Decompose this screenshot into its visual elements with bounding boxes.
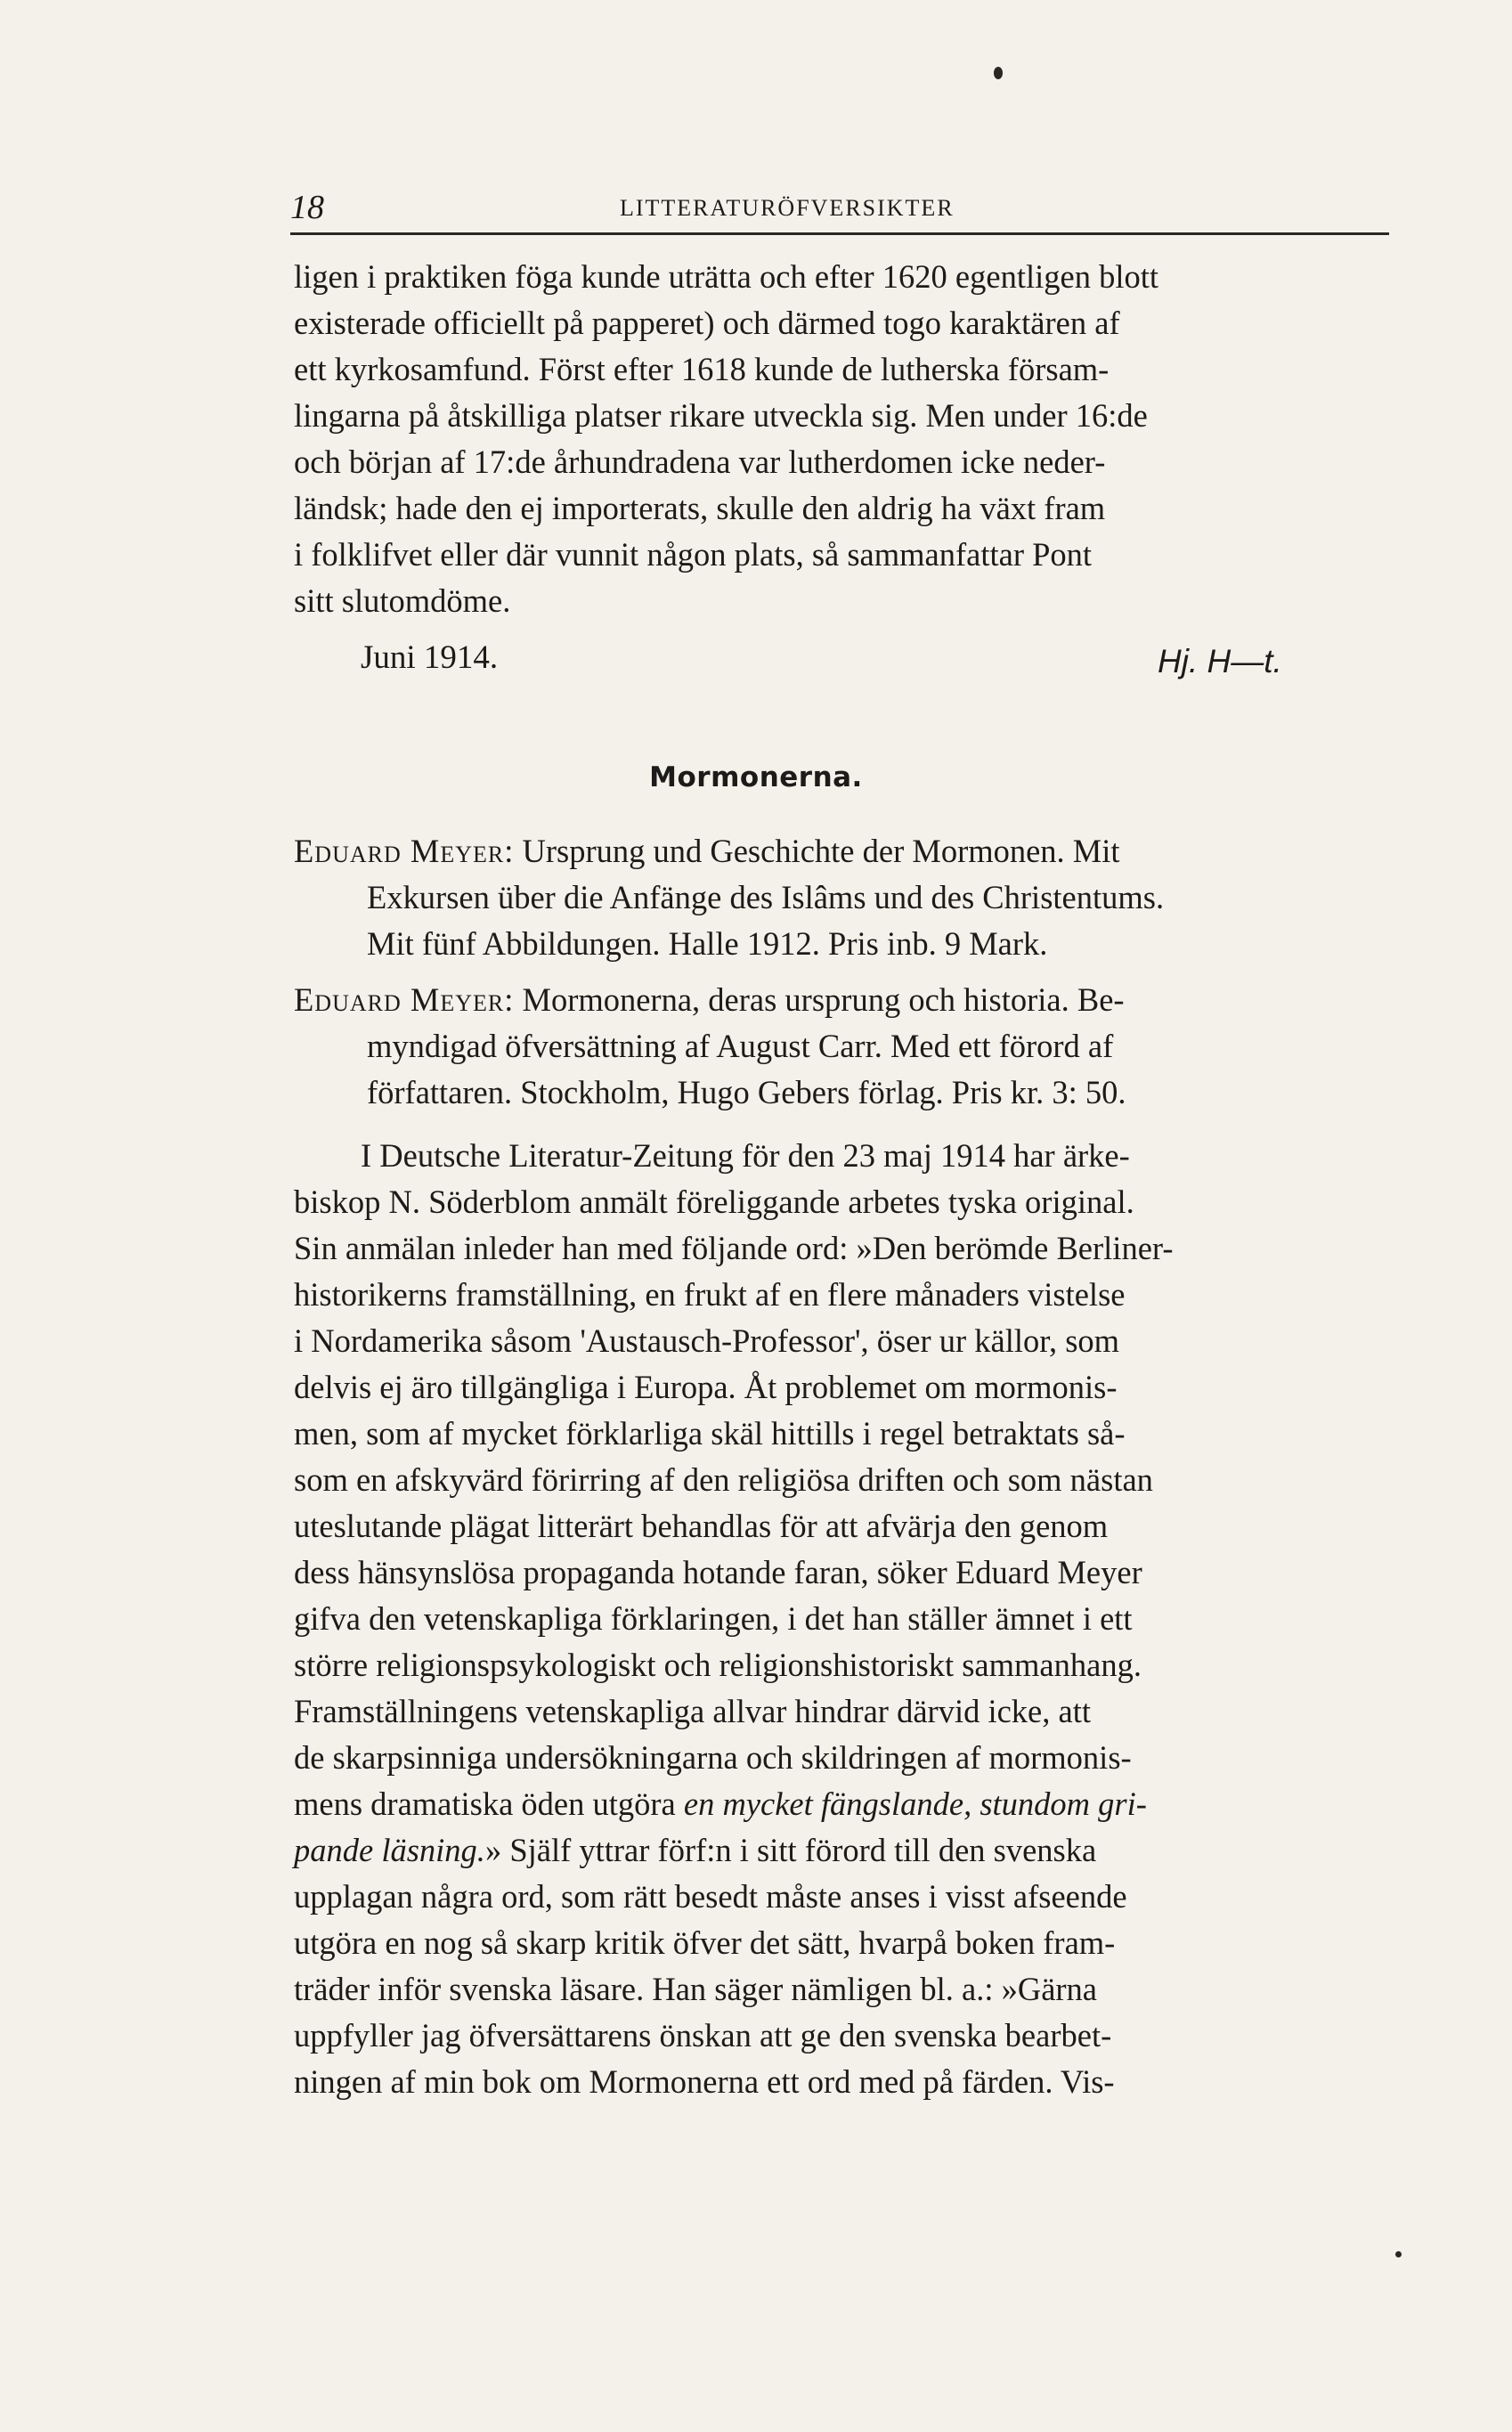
text-line xyxy=(294,1827,1376,1874)
bib-line: Mit fünf Abbildungen. Halle 1912. Pris inb. 9 Mark. xyxy=(367,925,1048,962)
bib-text: Mormonerna, deras ursprung och historia. Be- xyxy=(522,981,1125,1018)
text-line: Framställningens vetenskapliga allvar hindrar därvid icke, att xyxy=(294,1693,1091,1729)
text-line: ländsk; hade den ej importerats, skulle den aldrig ha växt fram xyxy=(294,490,1106,526)
text-line: men, som af mycket förklarliga skäl hittills i regel betraktats så- xyxy=(294,1415,1126,1452)
text-line: i folklifvet eller där vunnit någon plats, så sammanfattar Pont xyxy=(294,536,1093,573)
bibliography-entry xyxy=(294,977,1376,1116)
bib-author: Eduard Meyer: xyxy=(294,981,515,1018)
continued-paragraph xyxy=(294,254,1376,624)
bib-line: myndigad öfversättning af August Carr. Med ett förord af xyxy=(367,1028,1114,1064)
text-line: träder inför svenska läsare. Han säger nämligen bl. a.: »Gärna xyxy=(294,1971,1098,2007)
text-line: som en afskyvärd förirring af den religiösa driften och som nästan xyxy=(294,1461,1153,1498)
date-line: Juni 1914. xyxy=(361,639,499,676)
text-line: delvis ej äro tillgängliga i Europa. Åt problemet om mormonis- xyxy=(294,1369,1118,1405)
bib-first-line xyxy=(294,828,1376,874)
text-line: I Deutsche Literatur-Zeitung för den 23 maj 1914 har ärke- xyxy=(361,1137,1130,1174)
text-line: utgöra en nog så skarp kritik öfver det sätt, hvarpå boken fram- xyxy=(294,1924,1116,1961)
text-line: upplagan några ord, som rätt besedt måste anses i visst afseende xyxy=(294,1878,1127,1915)
text-run: mens dramatiska öden utgöra xyxy=(294,1785,684,1822)
text-line: gifva den vetenskapliga förklaringen, i det han ställer ämnet i ett xyxy=(294,1600,1133,1637)
text-line: biskop N. Söderblom anmält föreliggande arbetes tyska original. xyxy=(294,1183,1134,1220)
text-line: ett kyrkosamfund. Först efter 1618 kunde de lutherska försam- xyxy=(294,351,1110,387)
section-title: Mormonerna. xyxy=(649,761,863,793)
text-line: dess hänsynslösa propaganda hotande faran, söker Eduard Meyer xyxy=(294,1554,1142,1590)
running-title: LITTERATURÖFVERSIKTER xyxy=(620,195,955,221)
text-line: större religionspsykologiskt och religionshistoriskt sammanhang. xyxy=(294,1647,1142,1683)
text-line: och början af 17:de århundradena var lutherdomen icke neder- xyxy=(294,443,1106,480)
text-run: » Själf yttrar förf:n i sitt förord till den svenska xyxy=(484,1832,1097,1868)
ink-speck-top xyxy=(994,67,1003,79)
review-paragraph xyxy=(294,1133,1376,2105)
text-line: Sin anmälan inleder han med följande ord: »Den berömde Berliner- xyxy=(294,1230,1174,1266)
page-number: 18 xyxy=(290,189,324,226)
bib-author: Eduard Meyer: xyxy=(294,833,515,869)
bibliography-entry xyxy=(294,828,1376,967)
bib-line: Exkursen über die Anfänge des Islâms und des Christentums. xyxy=(367,879,1165,915)
text-line: sitt slutomdöme. xyxy=(294,582,511,619)
text-line: lingarna på åtskilliga platser rikare utveckla sig. Men under 16:de xyxy=(294,397,1148,434)
bib-first-line xyxy=(294,977,1376,1023)
text-line: historikerns framställning, en frukt af en flere månaders vistelse xyxy=(294,1276,1126,1313)
italic-quote: en mycket fängslande, stundom gri- xyxy=(683,1785,1147,1822)
reviewer-signature: Hj. H—t. xyxy=(1158,643,1282,679)
text-line: ligen i praktiken föga kunde uträtta och efter 1620 egentligen blott xyxy=(294,258,1158,295)
text-line: uteslutande plägat litterärt behandlas för att afvärja den genom xyxy=(294,1508,1109,1544)
text-line: de skarpsinniga undersökningarna och skildringen af mormonis- xyxy=(294,1739,1132,1776)
text-line xyxy=(294,1781,1376,1827)
text-line: existerade officiellt på papperet) och därmed togo karaktären af xyxy=(294,305,1120,341)
bib-text: Ursprung und Geschichte der Mormonen. Mit xyxy=(522,833,1120,869)
italic-quote: pande läsning. xyxy=(294,1832,485,1868)
ink-speck-bottom xyxy=(1395,2251,1402,2257)
text-line: i Nordamerika såsom 'Austausch-Professor', öser ur källor, som xyxy=(294,1322,1120,1359)
bib-line: författaren. Stockholm, Hugo Gebers förlag. Pris kr. 3: 50. xyxy=(367,1074,1126,1110)
running-head xyxy=(290,183,1389,235)
text-line: ningen af min bok om Mormonerna ett ord med på färden. Vis- xyxy=(294,2063,1115,2100)
text-line: uppfyller jag öfversättarens önskan att ge den svenska bearbet- xyxy=(294,2017,1112,2054)
